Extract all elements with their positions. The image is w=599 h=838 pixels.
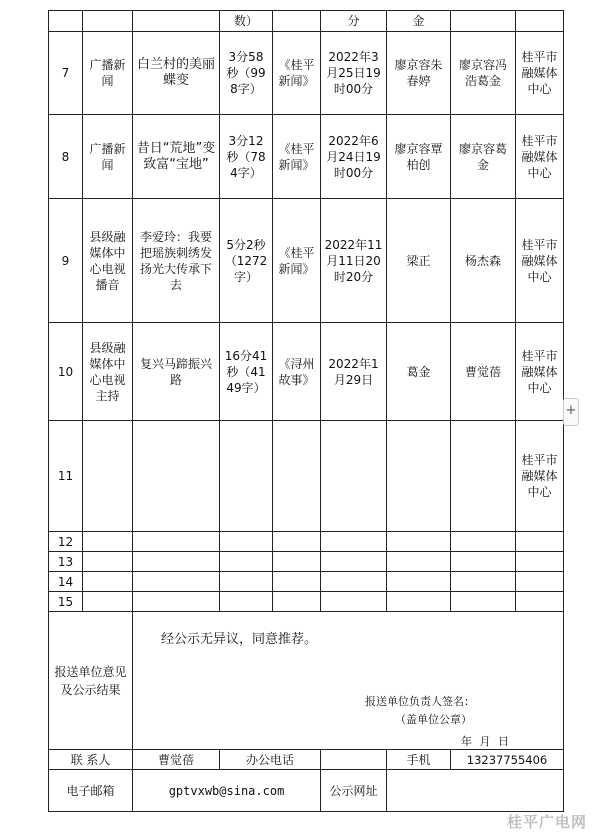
header-length: 数） (220, 11, 273, 32)
submission-table (48, 10, 564, 812)
row-title: 昔日“荒地”变致富“宝地” (133, 115, 220, 199)
row-editor: 廖京容葛金 (451, 115, 516, 199)
contact-label: 联 系人 (49, 750, 133, 770)
row-publish (273, 421, 321, 532)
row-editor (451, 421, 516, 532)
contact-name: 曹觉蓓 (133, 750, 220, 770)
row-author: 葛金 (387, 323, 451, 421)
contact-row (49, 750, 564, 770)
add-row-button[interactable]: + (563, 398, 579, 426)
email-label: 电子邮箱 (49, 770, 133, 812)
watermark-logo: 桂平广电网 (506, 813, 587, 831)
row-number: 10 (49, 323, 83, 421)
header-row (49, 11, 564, 32)
opinion-label: 报送单位意见及公示结果 (49, 612, 133, 750)
row-number: 12 (49, 532, 83, 552)
row-category: 县级融媒体中心电视播音 (83, 199, 133, 323)
mobile-label: 手机 (387, 750, 451, 770)
row-number: 11 (49, 421, 83, 532)
email-row (49, 770, 564, 812)
row-category: 广播新闻 (83, 115, 133, 199)
row-number: 14 (49, 572, 83, 592)
table-row (49, 552, 564, 572)
row-number: 15 (49, 592, 83, 612)
row-title (133, 421, 220, 532)
row-category (83, 421, 133, 532)
seal-label: （盖单位公章） (395, 713, 472, 726)
row-title: 李爱玲：我要把瑶族刺绣发扬光大传承下去 (133, 199, 220, 323)
row-time (321, 421, 387, 532)
row-category: 广播新闻 (83, 32, 133, 115)
row-number: 13 (49, 552, 83, 572)
table-row (49, 572, 564, 592)
row-number: 8 (49, 115, 83, 199)
row-editor: 廖京容冯浩葛金 (451, 32, 516, 115)
row-editor: 杨杰森 (451, 199, 516, 323)
table-row (49, 323, 564, 421)
row-publish: 《桂平新闻》 (273, 32, 321, 115)
row-author: 廖京容覃柏创 (387, 115, 451, 199)
row-time: 2022年3月25日19时00分 (321, 32, 387, 115)
header-time: 分 (321, 11, 387, 32)
table-row (49, 592, 564, 612)
row-time: 2022年11月11日20时20分 (321, 199, 387, 323)
row-unit: 桂平市融媒体中心 (516, 115, 564, 199)
row-author (387, 421, 451, 532)
row-number: 7 (49, 32, 83, 115)
signature-label: 报送单位负责人签名： (365, 695, 475, 708)
row-author: 梁正 (387, 199, 451, 323)
row-publish: 《桂平新闻》 (273, 199, 321, 323)
row-publish: 《浔州故事》 (273, 323, 321, 421)
row-unit: 桂平市融媒体中心 (516, 323, 564, 421)
row-category: 县级融媒体中心电视主持 (83, 323, 133, 421)
opinion-text: 经公示无异议，同意推荐。 (161, 632, 318, 647)
row-length (220, 421, 273, 532)
date-label: 年 月 日 (461, 735, 511, 748)
row-title: 白兰村的美丽蝶变 (133, 32, 220, 115)
row-time: 2022年6月24日19时00分 (321, 115, 387, 199)
office-phone-value (321, 750, 387, 770)
opinion-row (49, 612, 564, 750)
email-value: gptvxwb@sina.com (133, 770, 321, 812)
site-value (387, 770, 564, 812)
table-row (49, 199, 564, 323)
table-row (49, 421, 564, 532)
table-row (49, 115, 564, 199)
row-publish: 《桂平新闻》 (273, 115, 321, 199)
table-row (49, 32, 564, 115)
row-unit: 桂平市融媒体中心 (516, 199, 564, 323)
office-phone-label: 办公电话 (220, 750, 321, 770)
row-author: 廖京容朱春婷 (387, 32, 451, 115)
site-label: 公示网址 (321, 770, 387, 812)
row-length: 5分2秒（1272字） (220, 199, 273, 323)
row-length: 3分58秒（998字） (220, 32, 273, 115)
row-number: 9 (49, 199, 83, 323)
row-length: 16分41秒（4149字） (220, 323, 273, 421)
opinion-cell (133, 612, 564, 750)
row-title: 复兴马蹄振兴路 (133, 323, 220, 421)
row-unit: 桂平市融媒体中心 (516, 421, 564, 532)
mobile-value: 13237755406 (451, 750, 564, 770)
row-editor: 曹觉蓓 (451, 323, 516, 421)
header-author: 金 (387, 11, 451, 32)
row-unit: 桂平市融媒体中心 (516, 32, 564, 115)
table-row (49, 532, 564, 552)
row-time: 2022年1月29日 (321, 323, 387, 421)
row-length: 3分12秒（784字） (220, 115, 273, 199)
